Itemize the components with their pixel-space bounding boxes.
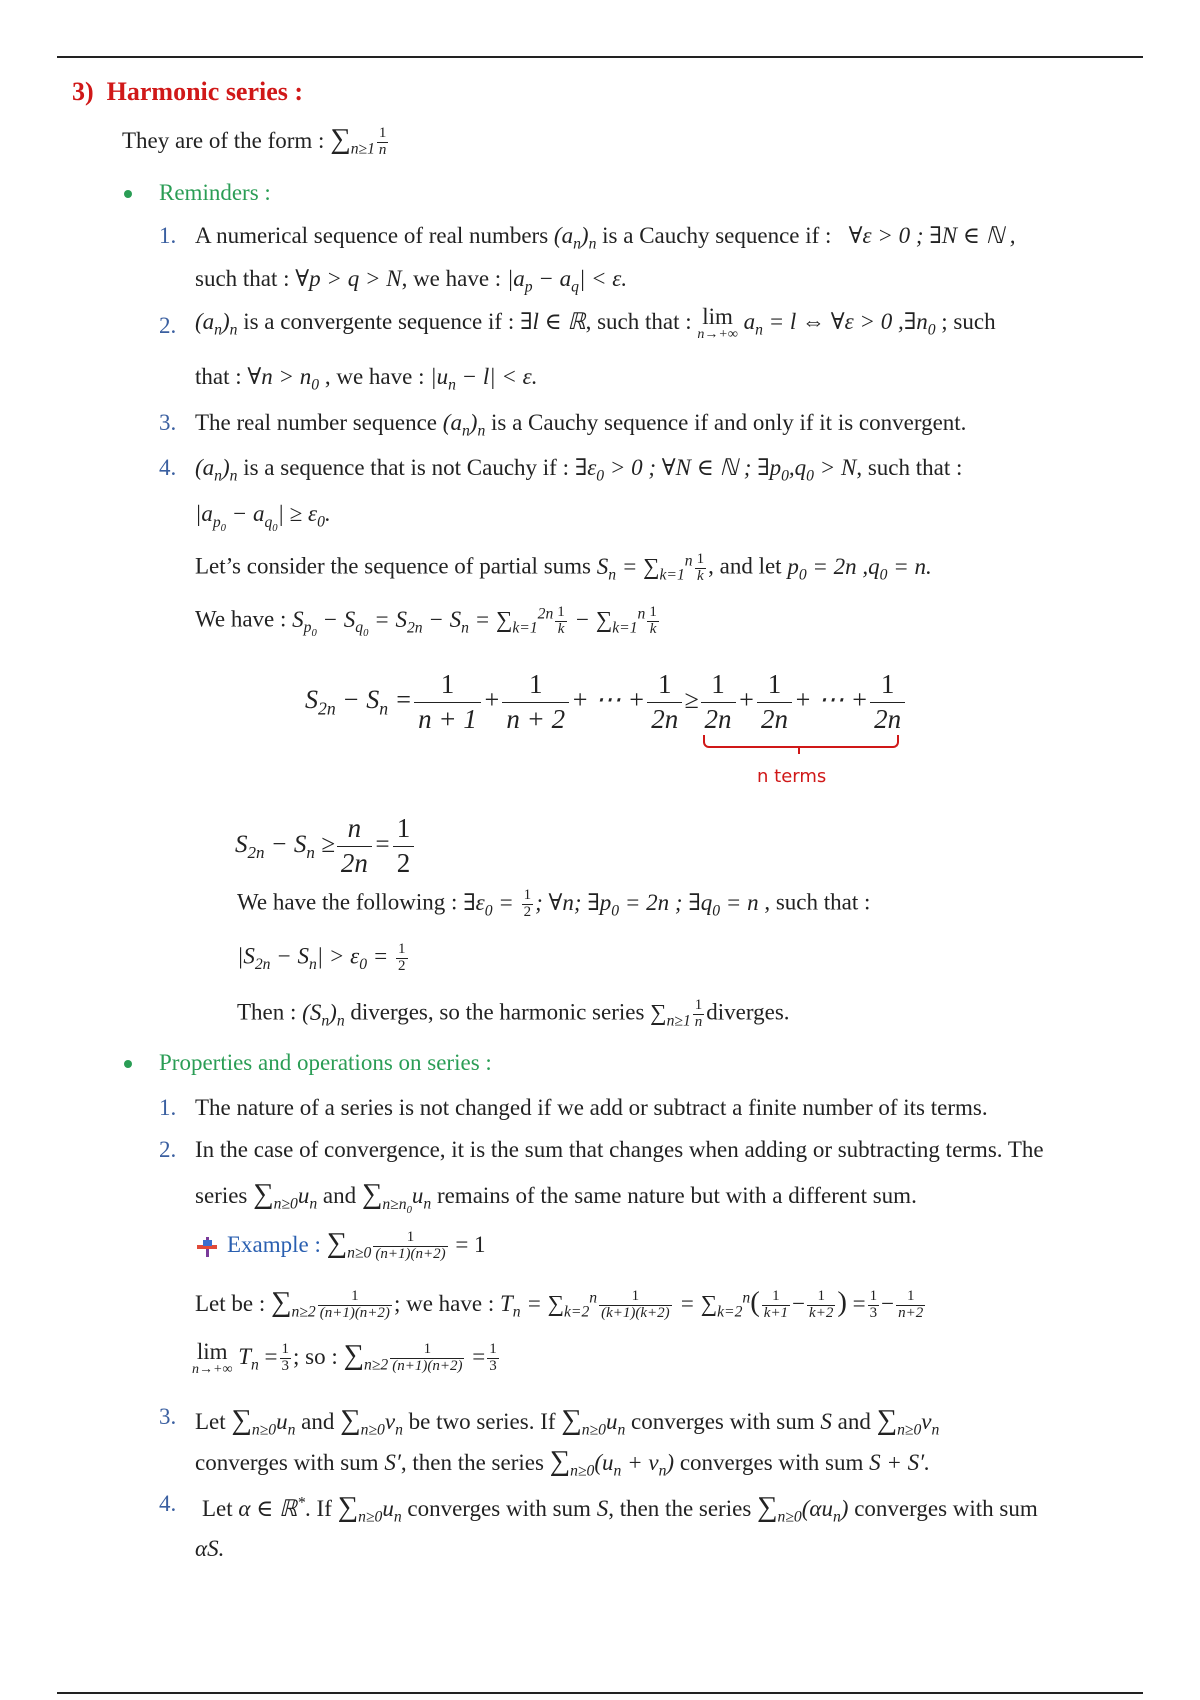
- intro-label: They are of the form :: [122, 128, 325, 153]
- reminder-item-4-line-1: $(a_n)_n$ is a sequence that is not Cauchy if : $\exists\varepsilon_0 > 0$ ; ∀N ∈ ℕ ; $\exists p_0,q_0 > N$, such that :: [195, 455, 963, 485]
- reminder-number-3: 3.: [159, 410, 177, 435]
- partial-sums-line: Let’s consider the sequence of partial sums $S_n = \sum_{k=1}^n$ $\frac{1}{k}$ , and let $p_0 = 2n$ $,q_0 = n$.: [195, 551, 932, 584]
- property-item-3-line-1: Let $\sum_{n\ge 0}u_n$ and $\sum_{n\ge 0}v_n$ be two series. If $\sum_{n\ge 0}u_n$ converges with sum S and $\sum_{n\ge 0}v_n$: [195, 1404, 940, 1439]
- reminders-heading: Reminders :: [159, 180, 271, 205]
- section-number: 3): [72, 77, 94, 106]
- abs-line: $|S_{2n} - S_n| > \varepsilon_0$ = $\frac{1}{2}$: [237, 941, 406, 974]
- property-number-4: 4.: [159, 1491, 177, 1516]
- property-item-1: The nature of a series is not changed if we add or subtract a finite number of its terms.: [195, 1095, 988, 1120]
- section-title: Harmonic series :: [106, 77, 304, 106]
- properties-heading: Properties and operations on series :: [159, 1050, 492, 1075]
- reminder-item-2-line-1: $(a_n)_n$ is a convergente sequence if : ∃l ∈ ℝ, such that : lim n→+∞ $a_n = l$ ⇔ ∀ε > 0 $,\exists n_0$ ; such: [195, 304, 996, 342]
- conclusion-line: Then : $(S_n)_n$ diverges, so the harmonic series $\sum_{n\ge 1}$ $\frac{1}{n}$ diverges.: [237, 997, 790, 1030]
- reminder-number-2: 2.: [159, 313, 177, 338]
- n-terms-brace-tip: [798, 746, 800, 754]
- we-have-line: We have : $S_{p_0} - S_{q_0} = S_{2n} - S_n = \sum_{k=1}^{2n}$ $\frac{1}{k}$ − $\sum_{k=1}^n$ $\frac{1}{k}$: [195, 604, 657, 640]
- example-line: Example : $\sum_{n\ge 0}$ $\frac{1}{(n+1)(n+2)}$ = 1: [197, 1226, 486, 1263]
- property-number-1: 1.: [159, 1095, 177, 1120]
- example-computation: Let be : $\sum_{n\ge 2}$ $\frac{1}{(n+1)(n+2)}$ ; we have : $T_n = \sum_{k=2}^n$ $\frac{1}{(k+1)(k+2)}$ = $\sum_{k=2}^n$( $\frac{1}{k+1}$ − $\frac{1}{k+2}$ ) = $\frac{1}{3}$ − $\frac{1}{n+2}$: [195, 1286, 924, 1322]
- properties-bullet: [124, 1060, 132, 1068]
- reminder-item-3: The real number sequence $(a_n)_n$ is a Cauchy sequence if and only if it is convergent.: [195, 410, 967, 440]
- following-line: We have the following : $\exists\varepsilon_0$ = $\frac{1}{2}$ ; ∀n; $\exists p_0 = 2n$ ; $\exists q_0 = n$ , such that :: [237, 887, 871, 920]
- n-terms-label: n terms: [757, 766, 827, 787]
- reminder-item-1-line-2: such that : ∀p > q > N, we have : $|a_p - a_q| < \varepsilon$.: [195, 266, 628, 296]
- reminder-number-1: 1.: [159, 223, 177, 248]
- property-number-3: 3.: [159, 1404, 177, 1429]
- n-terms-brace: [703, 735, 899, 748]
- reminder-item-4-line-2: $|a_{p_0} - a_{q_0}| \ge \varepsilon_0$.: [195, 501, 331, 534]
- property-item-4-line-1: Let α ∈ ℝ*. If $\sum_{n\ge 0}u_n$ converges with sum S, then the series $\sum_{n\ge 0}(\alpha u_n)$ converges with sum: [202, 1491, 1038, 1526]
- property-item-4-line-2: αS.: [195, 1536, 225, 1561]
- property-item-2-line-1: In the case of convergence, it is the sum that changes when adding or subtracting terms. The: [195, 1137, 1044, 1162]
- intro-line: They are of the form : $\sum_{n\ge 1}$ $\frac{1}{n}$: [122, 123, 387, 159]
- property-item-3-line-2: converges with sum S′, then the series $\sum_{n\ge 0}(u_n + v_n)$ converges with sum S + S′.: [195, 1445, 930, 1480]
- reminder-number-4: 4.: [159, 455, 177, 480]
- inequality-line: $S_{2n} - S_n$ ≥ $\frac{n}{2n}$ = $\frac{1}{2}$: [235, 812, 416, 881]
- example-pin-icon: [197, 1237, 217, 1257]
- display-equation: $S_{2n} - S_n$ = $\frac{1}{n + 1}$ + $\frac{1}{n + 2}$ + ⋯ + $\frac{1}{2n}$ ≥ $\frac{1}{2n}$ + $\frac{1}{2n}$ + ⋯ + $\frac{1}{2n}$: [305, 668, 907, 737]
- reminder-item-1-line-1: A numerical sequence of real numbers $(a_n)_n$ is a Cauchy sequence if : ∀ε > 0 ; ∃N ∈ ℕ ,: [195, 223, 1016, 253]
- top-rule: [57, 56, 1143, 58]
- bottom-rule: [57, 1692, 1143, 1694]
- section-heading: [72, 76, 303, 107]
- property-item-2-line-2: series $\sum_{n\ge 0}u_n$ and $\sum_{n\ge n_0}u_n$ remains of the same nature but with a different sum.: [195, 1178, 917, 1216]
- reminders-bullet: [124, 190, 132, 198]
- property-number-2: 2.: [159, 1137, 177, 1162]
- reminder-item-2-line-2: that : ∀n > $n_0$ , we have : $|u_n - l| < \varepsilon$.: [195, 364, 538, 394]
- example-label: Example :: [227, 1232, 321, 1257]
- example-limit: lim n→+∞ $T_n$ = $\frac{1}{3}$ ; so : $\sum_{n\ge 2}$ $\frac{1}{(n+1)(n+2)}$ = $\frac{1}{3}$: [192, 1339, 497, 1378]
